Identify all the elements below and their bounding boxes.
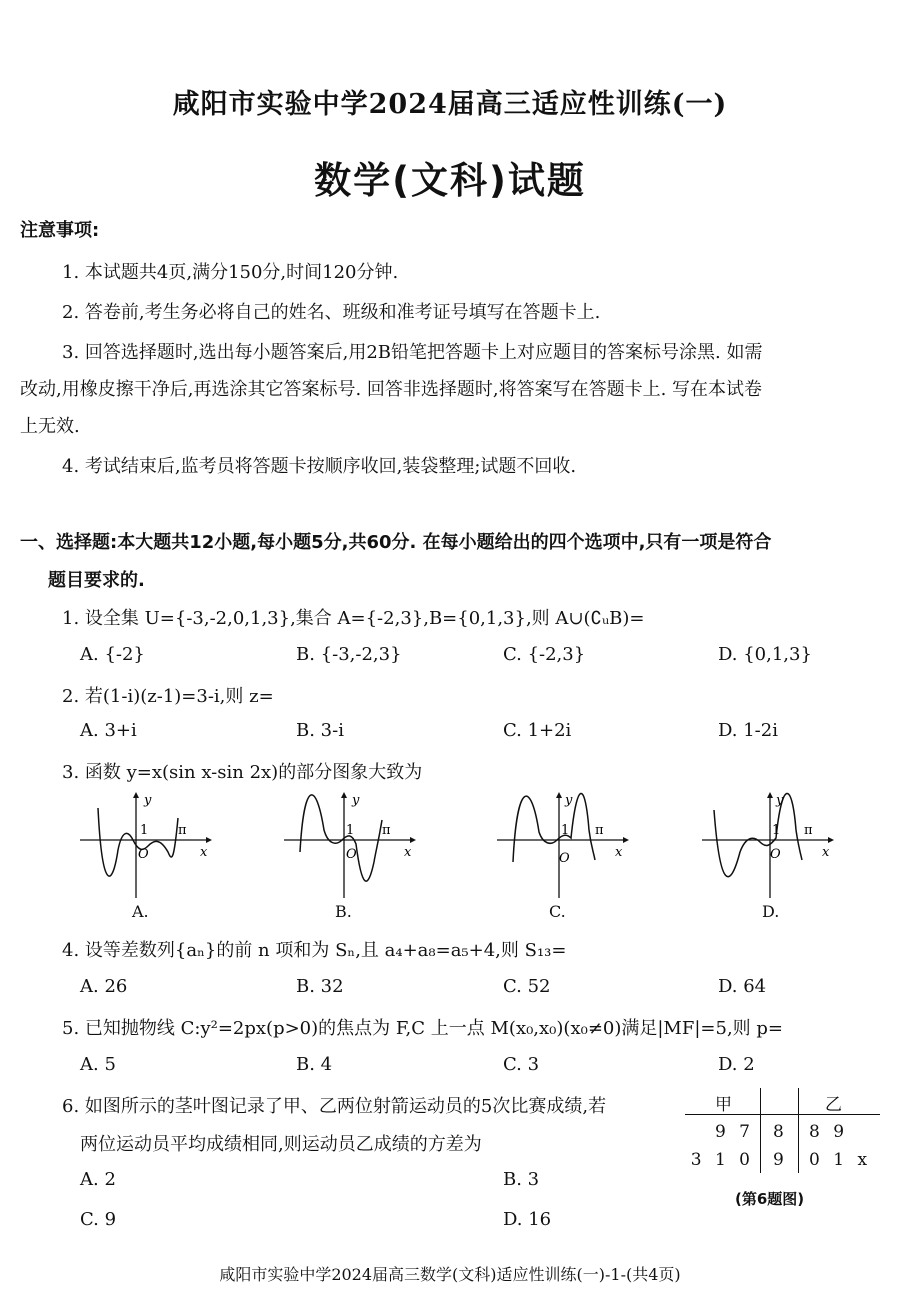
stem-leaf-row2-left: 3 1 0 xyxy=(690,1150,754,1170)
graph-d-y-label: y xyxy=(776,793,784,808)
graph-d-x-label: x xyxy=(822,845,830,860)
q6-option-b: B. 3 xyxy=(503,1169,540,1190)
graph-b-tick-pi: π xyxy=(382,823,391,838)
notice-heading: 注意事项: xyxy=(20,220,100,241)
q5-option-d: D. 2 xyxy=(718,1054,755,1075)
graph-b-curve xyxy=(300,795,382,881)
q6-option-a: A. 2 xyxy=(80,1169,116,1190)
notice-item-1: 1. 本试题共4页,满分150分,时间120分钟. xyxy=(62,262,399,283)
q5-option-a: A. 5 xyxy=(80,1054,116,1075)
graph-c-x-label: x xyxy=(615,845,623,860)
graph-a-tick-pi: π xyxy=(178,823,187,838)
section-heading: 一、选择题:本大题共12小题,每小题5分,共60分. 在每小题给出的四个选项中,只有一项是符合 xyxy=(20,532,772,553)
graph-c xyxy=(495,790,630,900)
question-5-stem: 5. 已知抛物线 C:y²=2px(p>0)的焦点为 F,C 上一点 M(x₀,x₀)(x₀≠0)满足|MF|=5,则 p= xyxy=(62,1018,784,1039)
exam-subtitle: 数学(文科)试题 xyxy=(314,159,586,202)
q5-option-c: C. 3 xyxy=(503,1054,540,1075)
graph-c-origin: O xyxy=(559,851,570,866)
graph-c-curve xyxy=(513,793,595,862)
q4-option-d: D. 64 xyxy=(718,976,767,997)
question-2-stem: 2. 若(1-i)(z-1)=3-i,则 z= xyxy=(62,686,274,707)
q1-option-b: B. {-3,-2,3} xyxy=(296,644,402,665)
graph-c-y-label: y xyxy=(565,793,573,808)
q4-option-c: C. 52 xyxy=(503,976,551,997)
stem-leaf-caption: (第6题图) xyxy=(735,1190,805,1208)
graph-a-tick-one: 1 xyxy=(140,823,149,838)
stem-leaf-row1-left: 9 7 xyxy=(714,1122,754,1142)
graph-c-tick-pi: π xyxy=(595,823,604,838)
question-1-stem: 1. 设全集 U={-3,-2,0,1,3},集合 A={-2,3},B={0,1,3},则 A∪(∁ᵤB)= xyxy=(62,608,645,629)
q2-option-b: B. 3-i xyxy=(296,720,344,741)
page-footer: 咸阳市实验中学2024届高三数学(文科)适应性训练(一)-1-(共4页) xyxy=(219,1265,681,1284)
graph-b-tick-one: 1 xyxy=(346,823,355,838)
graph-a-x-label: x xyxy=(200,845,208,860)
notice-item-3-cont: 改动,用橡皮擦干净后,再选涂其它答案标号. 回答非选择题时,将答案写在答题卡上. 写在本试卷 xyxy=(20,379,763,400)
notice-item-4: 4. 考试结束后,监考员将答题卡按顺序收回,装袋整理;试题不回收. xyxy=(62,456,577,477)
notice-item-2: 2. 答卷前,考生务必将自己的姓名、班级和准考证号填写在答题卡上. xyxy=(62,302,601,323)
graph-b-y-label: y xyxy=(352,793,360,808)
graph-b-label: B. xyxy=(335,902,352,921)
stem-leaf-row2-stem: 9 xyxy=(773,1150,784,1170)
q2-option-d: D. 1-2i xyxy=(718,720,778,741)
graph-d-curve xyxy=(714,793,802,876)
q4-option-b: B. 32 xyxy=(296,976,344,997)
q6-option-c: C. 9 xyxy=(80,1209,117,1230)
graph-a-y-label: y xyxy=(144,793,152,808)
question-4-stem: 4. 设等差数列{aₙ}的前 n 项和为 Sₙ,且 a₄+a₈=a₅+4,则 S₁₃= xyxy=(62,940,567,961)
notice-item-3-cont2: 上无效. xyxy=(20,416,80,437)
section-heading-cont: 题目要求的. xyxy=(48,570,145,591)
stem-leaf-right-head: 乙 xyxy=(825,1095,842,1115)
graph-c-label: C. xyxy=(549,902,566,921)
graph-c-tick-one: 1 xyxy=(561,823,570,838)
graph-b-x-label: x xyxy=(404,845,412,860)
exam-title: 咸阳市实验中学2024届高三适应性训练(一) xyxy=(172,89,728,120)
graph-c-axes xyxy=(497,792,629,898)
q1-option-c: C. {-2,3} xyxy=(503,644,586,665)
graph-d xyxy=(700,790,835,900)
question-6-stem: 6. 如图所示的茎叶图记录了甲、乙两位射箭运动员的5次比赛成绩,若 xyxy=(62,1096,607,1117)
stem-leaf-left-head: 甲 xyxy=(715,1095,732,1115)
q5-option-b: B. 4 xyxy=(296,1054,333,1075)
notice-item-3: 3. 回答选择题时,选出每小题答案后,用2B铅笔把答题卡上对应题目的答案标号涂黑. 如需 xyxy=(62,342,763,363)
q2-option-c: C. 1+2i xyxy=(503,720,572,741)
graph-b xyxy=(282,790,417,900)
q4-option-a: A. 26 xyxy=(80,976,128,997)
q6-option-d: D. 16 xyxy=(503,1209,552,1230)
stem-leaf-figure xyxy=(685,1088,880,1173)
stem-leaf-row1-right: 8 9 xyxy=(809,1122,849,1142)
q2-option-a: A. 3+i xyxy=(80,720,137,741)
graph-b-origin: O xyxy=(346,847,357,862)
graph-d-label: D. xyxy=(762,902,780,921)
graph-b-axes xyxy=(284,792,416,898)
graph-d-origin: O xyxy=(770,847,781,862)
stem-leaf-row1-stem: 8 xyxy=(773,1122,784,1142)
graph-a xyxy=(78,790,213,900)
graph-a-origin: O xyxy=(138,847,149,862)
graph-d-tick-one: 1 xyxy=(772,823,781,838)
question-3-stem: 3. 函数 y=x(sin x-sin 2x)的部分图象大致为 xyxy=(62,762,423,783)
q1-option-d: D. {0,1,3} xyxy=(718,644,812,665)
q1-option-a: A. {-2} xyxy=(80,644,145,665)
graph-a-label: A. xyxy=(132,902,149,921)
graph-d-tick-pi: π xyxy=(804,823,813,838)
question-6-stem-cont: 两位运动员平均成绩相同,则运动员乙成绩的方差为 xyxy=(80,1134,482,1155)
stem-leaf-row2-right: 0 1 x xyxy=(809,1150,872,1170)
graph-a-curve xyxy=(98,808,178,876)
